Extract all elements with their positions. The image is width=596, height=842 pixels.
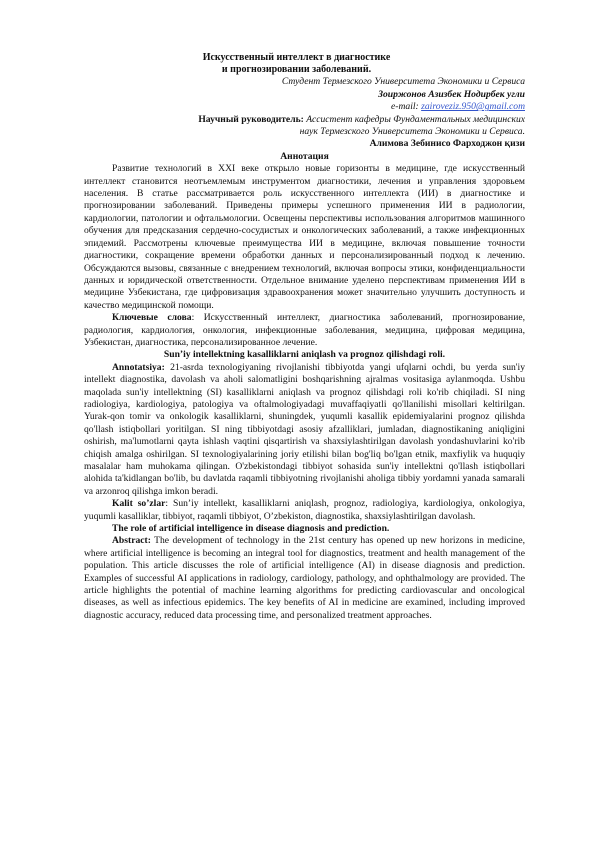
- english-abstract-text: The development of technology in the 21st century has opened up new horizons in medicine, where artificial intelligence is becoming an integral tool for diagnostics, treatment and health management of the population. This article discusses the role of artificial intelligence (AI) in disease diagnosis and prediction. Examples of successful AI applications in radiology, cardiology, pathology, and ophthalmology are provided. The article highlights the potential of machine learning algorithms for predicting cardiovascular and oncological diseases, as well as infectious epidemics. The key benefits of AI in medicine are examined, including improved diagnostic accuracy, reduced data processing time, and personalized treatment approaches.: [84, 535, 525, 621]
- russian-keywords-label: Ключевые слова: [112, 312, 192, 324]
- uzbek-title: Sun’iy intellektning kasalliklarni aniqlash va prognoz qilishdagi roli.: [163, 349, 446, 361]
- uzbek-annotation-text: 21-asrda texnologiyaning rivojlanishi tibbiyotda yangi ufqlarni ochdi, bu yerda sun'iy intellekt diagnostika, davolash va aholi salomatligini boshqarishning ajralmas vositasiga aylanmoqda. Ushbu maqolada sun'iy intellektning (SI) kasalliklarni aniqlash va prognoz qilishdagi roli ko'rib chiqiladi. SI ning radiologiya, kardiologiya, patologiya va oftalmologiyadagi muvaffaqiyatli qo'llanilishi misollari keltirilgan. Yurak-qon tomir va onkologik kasalliklarni, shuningdek, yuqumli kasallik epidemiyalarini prognoz qilishda qo'llash istiqbollari yoritilgan. SI ning tibbiyotdagi asosiy afzalliklari, jumladan, diagnostikaning aniqligini oshirish, ma'lumotlarni qayta ishlash vaqtini qisqartirish va shaxsiylashtirilgan davolash yondashuvlarini ko'rib chiqish amalga oshirilgan. SI texnologiyalarining joriy etilishi bilan bog'liq bo'lgan etnik, maxfiylik va huquqiy masalalar ham muhokama qilingan. O'zbekistondagi tibbiyot sohasida sun'iy intellektni qo'llash istiqbollari alohida ta'kidlangan bo'lib, bu davlatda raqamli tibbiyotning rivojlanishi aholiga tibbiy yordamni yanada samarali va arzonroq qilishga imkon beradi.: [84, 361, 525, 497]
- supervisor-affiliation-2: наук Термезского Университета Экономики и Сервиса.: [299, 126, 525, 138]
- uzbek-keywords-label: Kalit so’zlar: [112, 498, 166, 510]
- russian-title-line-1: Искусственный интеллект в диагностике: [202, 52, 391, 63]
- supervisor-name: Алимова Зебинисо Фарходжон қизи: [369, 138, 525, 150]
- english-title: The role of artificial intelligence in disease diagnosis and prediction.: [112, 523, 390, 535]
- supervisor-affiliation-1: Ассистент кафедры Фундаментальных медицинских: [303, 113, 525, 125]
- uzbek-keywords-text: : Sun’iy intellekt, kasalliklarni aniqlash, prognoz, radiologiya, kardiologiya, onkologiya, yuqumli kasalliklar, tibbiyot, raqamli tibbiyot, O’zbekiston, diagnostika, shaxsiylashtirilgan davolash.: [84, 498, 525, 522]
- russian-keywords: [84, 312, 525, 349]
- email-link[interactable]: zairoveziz.950@gmail.com: [421, 101, 525, 113]
- russian-abstract: Развитие технологий в XXI веке открыло новые горизонты в медицине, где искусственный интеллект становится неотъемлемым инструментом диагностики, лечения и управления здоровьем населения. В статье рассматривается роль искусственного интеллекта (ИИ) в диагностике и прогнозировании заболеваний. Приведены примеры успешного применения ИИ в радиологии, кардиологии, патологии и офтальмологии. Освещены перспективы использования алгоритмов машинного обучения для предсказания сердечно-сосудистых и онкологических заболеваний, а также инфекционных эпидемий. Рассмотрены ключевые преимущества ИИ в медицине, включая повышение точности диагностики, сокращение времени обработки данных и персонализированный подход к лечению. Обсуждаются вызовы, связанные с внедрением технологий, включая вопросы этики, конфиденциальности данных и юридической ответственности. Отдельное внимание уделено перспективам применения ИИ в медицине Узбекистана, где цифровизация здравоохранения может значительно улучшить доступность и качество медицинской помощи.: [84, 163, 525, 311]
- english-abstract: [84, 535, 525, 622]
- page-content: [84, 52, 525, 622]
- russian-abstract-heading: Аннотация: [280, 150, 329, 162]
- russian-keywords-text: : Искусственный интеллект, диагностика заболеваний, прогнозирование, радиология, кардиология, онкология, инфекционные заболевания, медицина, цифровая медицина, Узбекистан, диагностика, персонализированное лечение.: [84, 312, 525, 348]
- supervisor-label: Научный руководитель:: [198, 113, 304, 125]
- russian-title: [68, 52, 525, 76]
- supervisor-line-1: [84, 114, 525, 126]
- uzbek-annotation-label: Annotatsiya:: [112, 361, 165, 373]
- author-email-line: [84, 101, 525, 113]
- author-name: Зоиржонов Азизбек Нодирбек угли: [378, 88, 525, 100]
- student-affiliation: Студент Термезского Университета Экономики и Сервиса: [281, 76, 525, 88]
- uzbek-annotation: [84, 362, 525, 498]
- uzbek-keywords: [84, 498, 525, 523]
- english-abstract-label: Abstract:: [112, 535, 151, 547]
- email-label: e-mail:: [391, 101, 422, 113]
- russian-title-line-2: и прогнозировании заболеваний.: [221, 64, 372, 76]
